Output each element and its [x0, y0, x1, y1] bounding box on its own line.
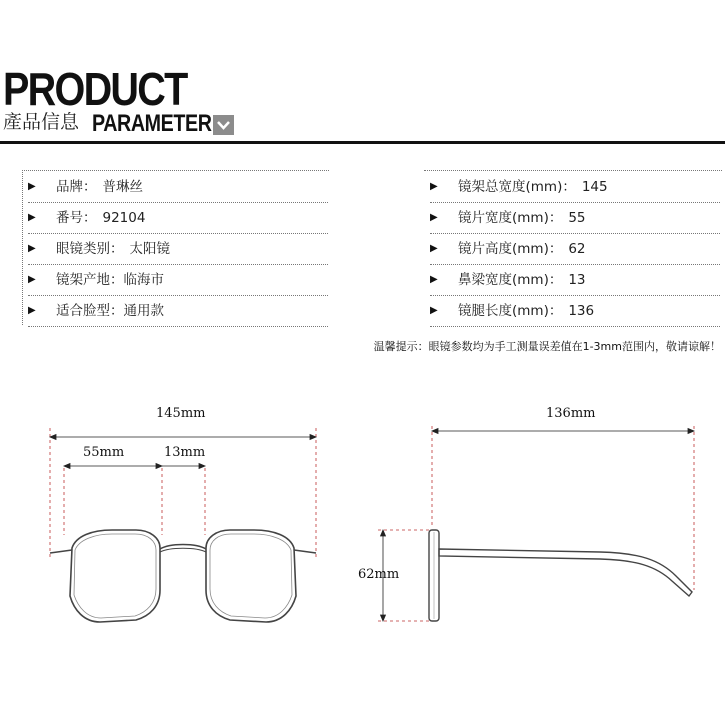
param-value: 92104 [102, 210, 146, 226]
param-value: 145 [581, 179, 608, 195]
param-label: 鼻梁宽度(mm)： [458, 272, 563, 288]
param-label: 番号： [56, 210, 97, 226]
param-value: 普琳丝 [102, 179, 143, 195]
triangle-right-icon: ▶ [28, 181, 36, 192]
triangle-right-icon: ▶ [430, 181, 438, 192]
param-value: 太阳镜 [129, 241, 170, 257]
dimension-arrows-side [381, 429, 695, 622]
triangle-right-icon: ▶ [430, 305, 438, 316]
triangle-right-icon: ▶ [28, 212, 36, 223]
glasses-side-view [429, 530, 692, 621]
triangle-right-icon: ▶ [28, 243, 36, 254]
temple-length-label: 136mm [546, 406, 596, 421]
bridge-width-label: 13mm [164, 445, 206, 460]
dimension-guides-side [378, 426, 694, 621]
param-value: 通用款 [123, 303, 164, 319]
lens-height-label: 62mm [358, 567, 400, 582]
triangle-right-icon: ▶ [430, 243, 438, 254]
triangle-right-icon: ▶ [28, 305, 36, 316]
subtitle-chinese: 產品信息 [3, 111, 80, 133]
page-title: PRODUCT [3, 63, 187, 115]
param-value: 62 [568, 241, 586, 257]
param-label: 眼镜类别： [56, 241, 124, 257]
triangle-right-icon: ▶ [430, 274, 438, 285]
lens-width-label: 55mm [83, 445, 125, 460]
param-label: 镜腿长度(mm)： [458, 303, 563, 319]
param-label: 品牌： [56, 179, 97, 195]
param-label: 镜架总宽度(mm)： [458, 179, 576, 195]
subtitle-english: PARAMETER [92, 110, 212, 137]
triangle-right-icon: ▶ [430, 212, 438, 223]
param-label: 适合脸型： [56, 303, 124, 319]
param-value: 136 [568, 303, 595, 319]
param-value: 13 [568, 272, 586, 288]
param-value: 55 [568, 210, 586, 226]
param-label: 镜架产地： [56, 272, 124, 288]
total-width-label: 145mm [156, 406, 206, 421]
param-value: 临海市 [123, 272, 164, 288]
triangle-right-icon: ▶ [28, 274, 36, 285]
param-label: 镜片宽度(mm)： [458, 210, 563, 226]
param-label: 镜片高度(mm)： [458, 241, 563, 257]
glasses-front-view [50, 530, 316, 622]
measurement-tip: 温馨提示：眼镜参数均为手工测量误差值在1-3mm范围内，敬请谅解！ [373, 340, 721, 353]
